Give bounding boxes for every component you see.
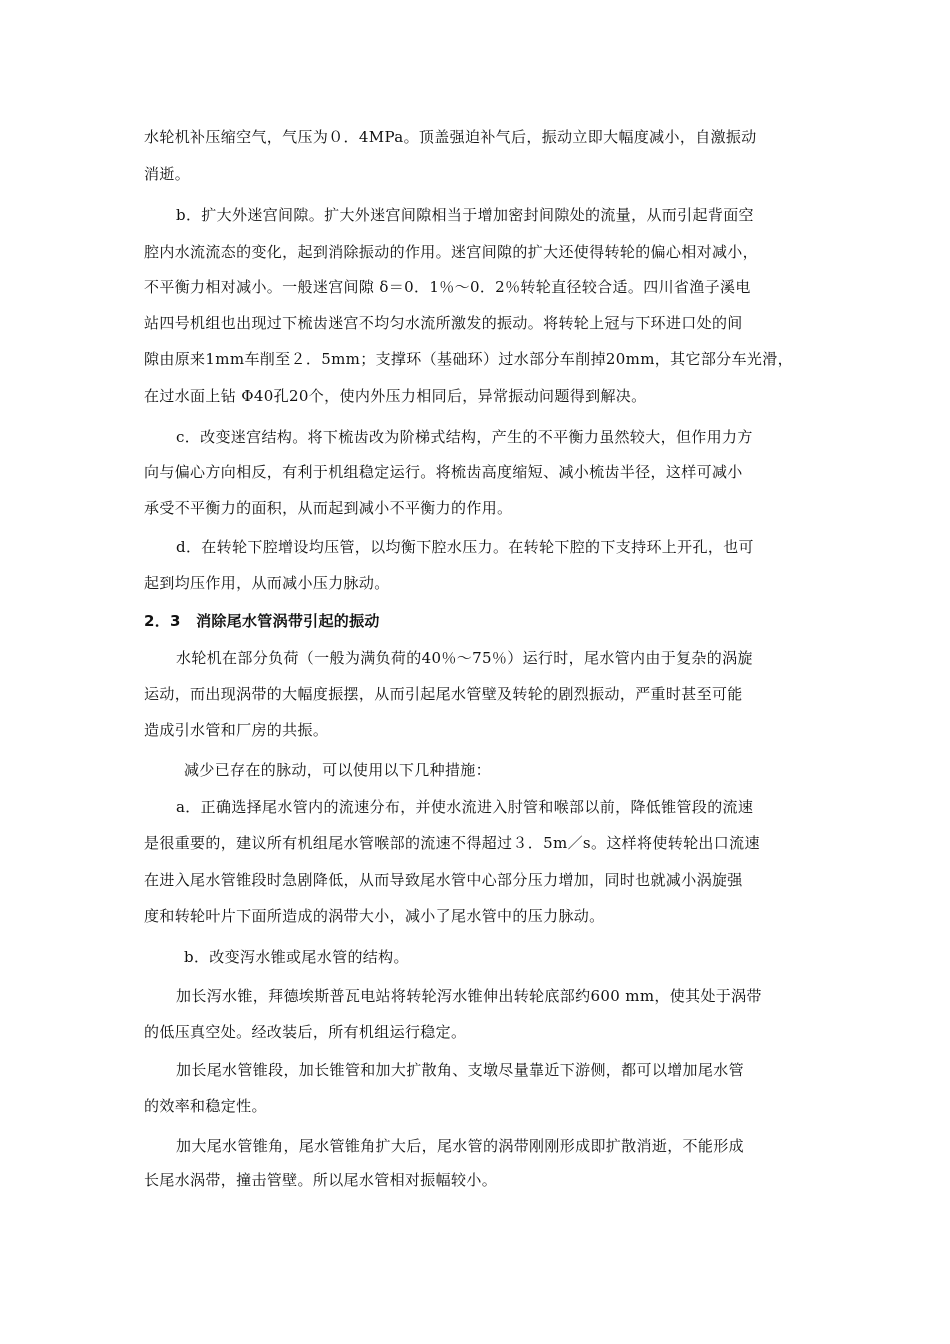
body-line: 隙由原来1mm车削至２．5mm；支撑环（基础环）过水部分车削掉20mm，其它部分车光滑， [144, 350, 793, 368]
body-line: 消逝。 [144, 165, 191, 183]
body-line: 水轮机补压缩空气，气压为０．4MPa。顶盖强迫补气后，振动立即大幅度减小，自激振动 [144, 128, 757, 146]
body-line: 加大尾水管锥角，尾水管锥角扩大后，尾水管的涡带刚刚形成即扩散消逝，不能形成 [176, 1137, 744, 1155]
body-line: 加长尾水管锥段，加长锥管和加大扩散角、支墩尽量靠近下游侧，都可以增加尾水管 [176, 1061, 744, 1079]
body-line: 加长泻水锥，拜德埃斯普瓦电站将转轮泻水锥伸出转轮底部约600 mm，使其处于涡带 [176, 987, 762, 1005]
body-line: 度和转轮叶片下面所造成的涡带大小，减小了尾水管中的压力脉动。 [144, 907, 605, 925]
body-line: 向与偏心方向相反，有利于机组稳定运行。将梳齿高度缩短、减小梳齿半径，这样可减小 [144, 463, 743, 481]
body-line: 起到均压作用，从而减小压力脉动。 [144, 574, 390, 592]
body-line: 的低压真空处。经改装后，所有机组运行稳定。 [144, 1023, 467, 1041]
body-line: 长尾水涡带，撞击管壁。所以尾水管相对振幅较小。 [144, 1171, 498, 1189]
body-line: 运动，而出现涡带的大幅度振摆，从而引起尾水管壁及转轮的剧烈振动，严重时甚至可能 [144, 685, 743, 703]
body-line: 是很重要的，建议所有机组尾水管喉部的流速不得超过３．5m／s。这样将使转轮出口流速 [144, 834, 760, 852]
body-line: 腔内水流流态的变化，起到消除振动的作用。迷宫间隙的扩大还使得转轮的偏心相对减小， [144, 243, 759, 261]
body-line: 不平衡力相对减小。一般迷宫间隙 δ＝0．1％～0．2％转轮直径较合适。四川省渔子溪电 [144, 278, 751, 296]
body-line: 的效率和稳定性。 [144, 1097, 267, 1115]
section-heading: 2．3 消除尾水管涡带引起的振动 [144, 612, 380, 630]
body-line: 承受不平衡力的面积，从而起到减小不平衡力的作用。 [144, 499, 513, 517]
body-line: 在过水面上钻 Φ40孔20个，使内外压力相同后，异常振动问题得到解决。 [144, 387, 647, 405]
body-line: a．正确选择尾水管内的流速分布，并使水流进入肘管和喉部以前，降低锥管段的流速 [176, 798, 754, 816]
body-line: b．扩大外迷宫间隙。扩大外迷宫间隙相当于增加密封间隙处的流量，从而引起背面空 [176, 206, 754, 224]
body-line: 减少已存在的脉动，可以使用以下几种措施： [184, 761, 492, 779]
body-line: 在进入尾水管锥段时急剧降低，从而导致尾水管中心部分压力增加，同时也就减小涡旋强 [144, 871, 743, 889]
body-line: d．在转轮下腔增设均压管，以均衡下腔水压力。在转轮下腔的下支持环上开孔，也可 [176, 538, 754, 556]
body-line: 站四号机组也出现过下梳齿迷宫不均匀水流所激发的振动。将转轮上冠与下环进口处的间 [144, 314, 743, 332]
body-line: 水轮机在部分负荷（一般为满负荷的40％～75％）运行时，尾水管内由于复杂的涡旋 [176, 649, 753, 667]
body-line: c．改变迷宫结构。将下梳齿改为阶梯式结构，产生的不平衡力虽然较大，但作用力方 [176, 428, 753, 446]
body-line: b．改变泻水锥或尾水管的结构。 [184, 948, 409, 966]
body-line: 造成引水管和厂房的共振。 [144, 721, 329, 739]
